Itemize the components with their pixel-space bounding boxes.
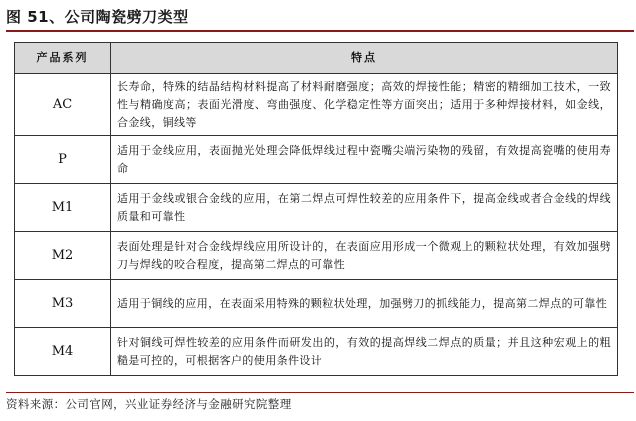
feature-cell: 针对铜线可焊性较差的应用条件而研发出的，有效的提高焊线二焊点的质量；并且这种宏观上的粗糙是可控的，可根据客户的使用条件设计 [111,328,618,376]
series-cell: M4 [15,328,111,376]
source-note: 资料来源：公司官网，兴业证券经济与金融研究院整理 [6,397,292,411]
table-row [15,136,618,184]
feature-cell: 适用于金线应用，表面抛光处理会降低焊线过程中瓷嘴尖端污染物的残留，有效提高瓷嘴的使用寿命 [111,136,618,184]
series-cell: M2 [15,232,111,280]
series-cell: AC [15,74,111,136]
figure-title: 图 51、公司陶瓷劈刀类型 [6,8,189,26]
series-cell: M1 [15,184,111,232]
table-header-row [15,43,618,74]
header-series: 产品系列 [15,43,111,74]
table-row [15,328,618,376]
source-divider [6,392,634,393]
title-divider [6,30,634,32]
feature-cell: 长寿命，特殊的结晶结构材料提高了材料耐磨强度；高效的焊接性能；精密的精细加工技术，一致性与精确度高；表面光滑度、弯曲强度、化学稳定性等方面突出；适用于多种焊接材料，如金线，合金线，铜线等 [111,74,618,136]
series-cell: P [15,136,111,184]
series-cell: M3 [15,280,111,328]
feature-cell: 适用于铜线的应用，在表面采用特殊的颗粒状处理，加强劈刀的抓线能力，提高第二焊点的可靠性 [111,280,618,328]
table-row [15,232,618,280]
table-row [15,74,618,136]
table-row [15,184,618,232]
table-row [15,280,618,328]
feature-cell: 适用于金线或银合金线的应用，在第二焊点可焊性较差的应用条件下，提高金线或者合金线的焊线质量和可靠性 [111,184,618,232]
product-series-table [14,42,618,376]
feature-cell: 表面处理是针对合金线焊线应用所设计的，在表面应用形成一个微观上的颗粒状处理，有效加强劈刀与焊线的咬合程度，提高第二焊点的可靠性 [111,232,618,280]
header-feature: 特点 [111,43,618,74]
